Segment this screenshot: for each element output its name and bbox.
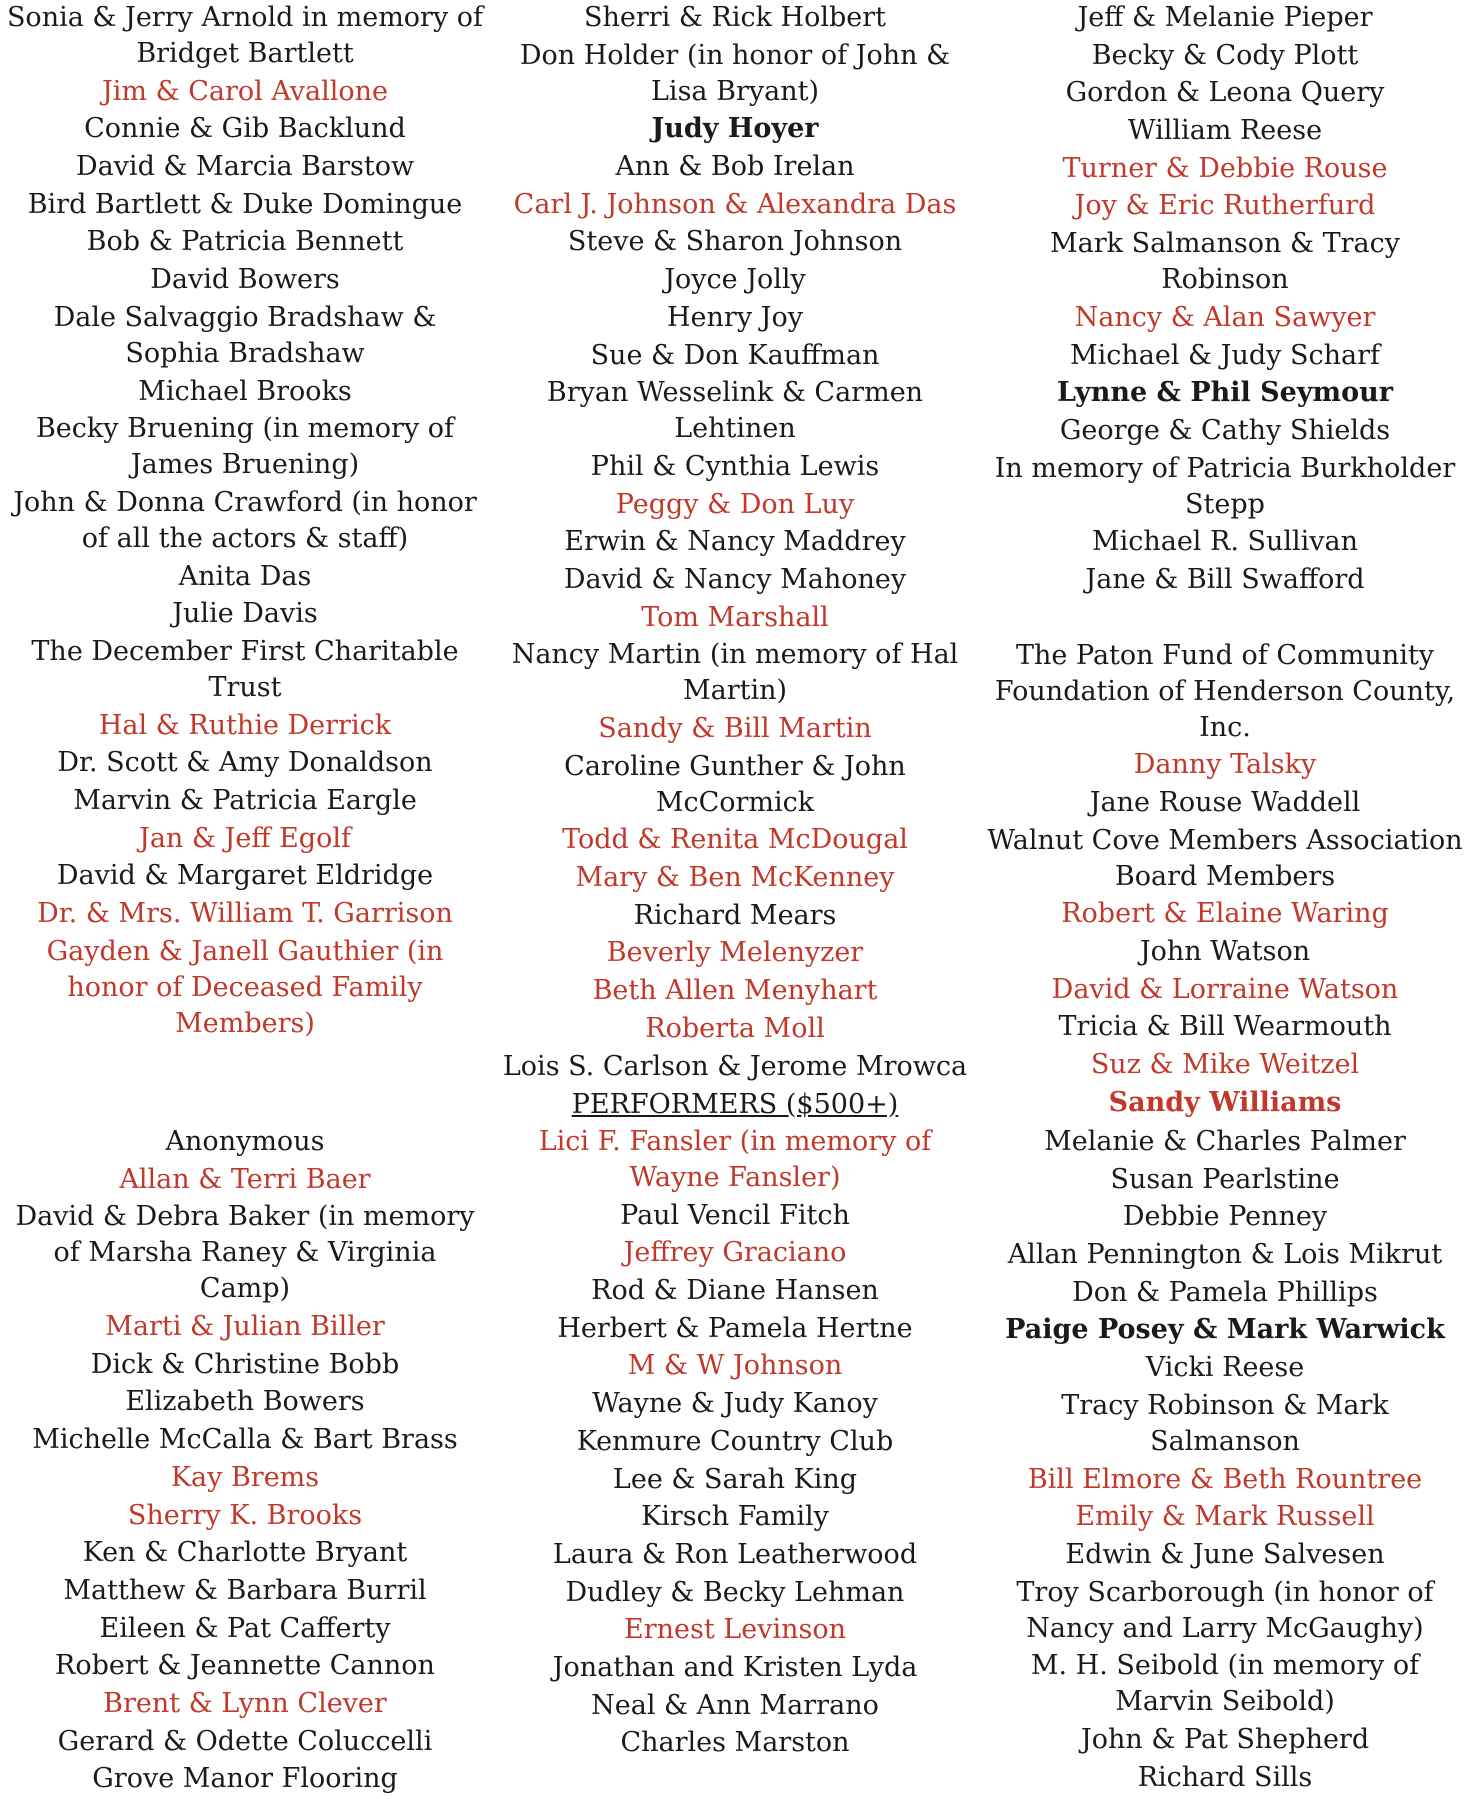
donor-name: Allan & Terri Baer [119, 1163, 371, 1195]
donor-name: Marti & Julian Biller [105, 1311, 385, 1343]
donor-name: Richard Sills [1137, 1761, 1313, 1793]
donor-name: Herbert & Pamela Hertne [557, 1312, 913, 1344]
donor-column-1 [0, 0, 490, 1123]
donor-name: Paige Posey & Mark Warwick [1005, 1314, 1445, 1346]
donor-name: Anita Das [178, 560, 312, 592]
donor-name: Brent & Lynn Clever [103, 1687, 387, 1719]
donor-name: Bryan Wesselink & Carmen Lehtinen [546, 377, 924, 445]
donor-name: Kay Brems [170, 1461, 320, 1493]
donor-name: Michael & Judy Scharf [1069, 339, 1381, 371]
donor-name: Sonia & Jerry Arnold in memory of Bridget Bartlett [6, 2, 484, 69]
donor-name: Neal & Ann Marrano [591, 1689, 879, 1721]
donor-name: Mary & Ben McKenney [575, 862, 895, 894]
donor-name: Jonathan and Kristen Lyda [552, 1651, 918, 1683]
donor-name: Sue & Don Kauffman [590, 339, 880, 371]
donor-name: Bill Elmore & Beth Rountree [1027, 1463, 1423, 1495]
donor-name: Jane & Bill Swafford [1085, 563, 1365, 595]
donor-name: Susan Pearlstine [1110, 1163, 1340, 1195]
donor-name: Joyce Jolly [664, 264, 806, 296]
donor-name: David & Nancy Mahoney [563, 563, 907, 595]
donor-name: David Bowers [150, 264, 340, 296]
donor-name: David & Marcia Barstow [75, 151, 415, 183]
donor-name: Richard Mears [633, 899, 837, 931]
donor-name: Sandy Williams [1108, 1086, 1342, 1118]
performers-column-3 [980, 1088, 1470, 1799]
donor-name: In memory of Patricia Burkholder Stepp [994, 452, 1456, 520]
donor-name: Dr. & Mrs. William T. Garrison [37, 898, 453, 930]
donor-column-3 [980, 0, 1470, 1123]
donor-name: Lici F. Fansler (in memory of Wayne Fansler) [538, 1126, 932, 1193]
donor-name: Melanie & Charles Palmer [1044, 1126, 1406, 1157]
donor-name: John Watson [1139, 936, 1311, 968]
donor-name: Caroline Gunther & John McCormick [564, 750, 906, 818]
donor-name: Lois S. Carlson & Jerome Mrowca [502, 1050, 968, 1082]
donor-name: Jim & Carol Avallone [101, 75, 389, 107]
donor-name: Peggy & Don Luy [615, 488, 855, 520]
donor-name: Anonymous [165, 1126, 325, 1157]
donor-name: Roberta Moll [645, 1012, 825, 1044]
donor-name: David & Lorraine Watson [1051, 973, 1399, 1005]
donor-name: Allan Pennington & Lois Mikrut [1007, 1239, 1443, 1271]
donor-name: Ken & Charlotte Bryant [82, 1537, 408, 1569]
donor-name: Becky Bruening (in memory of James Bruening) [35, 413, 455, 481]
donor-name: Marvin & Patricia Eargle [73, 785, 417, 816]
donor-name: Sherri & Rick Holbert [584, 2, 886, 33]
section-heading-performers: PERFORMERS ($500+) [571, 1089, 899, 1120]
donor-name: Sandy & Bill Martin [598, 713, 872, 744]
donor-name: Michael Brooks [138, 375, 352, 407]
donor-name: Michelle McCalla & Bart Brass [32, 1424, 458, 1456]
donor-name: Lynne & Phil Seymour [1057, 377, 1393, 409]
donor-name: Jeff & Melanie Pieper [1077, 2, 1373, 33]
donor-name: Erwin & Nancy Maddrey [564, 526, 906, 558]
donor-name: Grove Manor Flooring [92, 1763, 398, 1795]
donor-name: Julie Davis [172, 598, 318, 630]
donor-name: Sherry K. Brooks [127, 1499, 363, 1531]
donor-name: Eileen & Pat Cafferty [99, 1612, 391, 1644]
donor-name: Lee & Sarah King [612, 1463, 858, 1495]
donor-name: Don Holder (in honor of John & Lisa Bryant) [519, 39, 951, 107]
donor-name: Emily & Mark Russell [1075, 1501, 1375, 1533]
donor-name: Suz & Mike Weitzel [1090, 1049, 1360, 1081]
donor-name: Gerard & Odette Coluccelli [57, 1725, 433, 1757]
donor-name: Turner & Debbie Rouse [1062, 152, 1388, 184]
donor-name: Gordon & Leona Query [1065, 77, 1385, 109]
donor-name: David & Debra Baker (in memory of Marsha Raney & Virginia Camp) [15, 1201, 475, 1305]
donor-column-2 [490, 0, 980, 1123]
donor-name: Dudley & Becky Lehman [565, 1576, 905, 1608]
donor-name: Robert & Jeannette Cannon [55, 1650, 435, 1682]
donor-name: Hal & Ruthie Derrick [98, 709, 392, 741]
donor-name: Beverly Melenyzer [606, 937, 864, 969]
donor-name: Joy & Eric Rutherfurd [1074, 190, 1376, 222]
donor-name: Debbie Penney [1122, 1201, 1328, 1233]
donor-name: Dr. Scott & Amy Donaldson [57, 747, 433, 779]
donor-name: Jeffrey Graciano [623, 1237, 847, 1269]
donor-name: Dick & Christine Bobb [90, 1348, 400, 1380]
donor-name: Vicki Reese [1145, 1352, 1305, 1384]
donor-name: Edwin & June Salvesen [1065, 1538, 1385, 1570]
donor-name: Jane Rouse Waddell [1089, 787, 1361, 818]
donor-name: Tricia & Bill Wearmouth [1058, 1011, 1392, 1043]
donor-name: Robert & Elaine Waring [1061, 898, 1389, 930]
donor-name: Becky & Cody Plott [1091, 39, 1359, 71]
donor-name: Kirsch Family [641, 1501, 829, 1533]
donor-name: Connie & Gib Backlund [84, 113, 406, 145]
donor-name: Elizabeth Bowers [125, 1386, 365, 1418]
donor-name: William Reese [1127, 115, 1323, 147]
donor-name: Danny Talsky [1133, 749, 1317, 781]
donor-name: Don & Pamela Phillips [1072, 1276, 1378, 1308]
donor-name: Mark Salmanson & Tracy Robinson [1050, 228, 1400, 296]
donor-name: Michael R. Sullivan [1091, 526, 1359, 558]
donor-name: Tracy Robinson & Mark Salmanson [1061, 1389, 1389, 1457]
donor-name: Phil & Cynthia Lewis [590, 450, 880, 482]
donor-name: Bird Bartlett & Duke Domingue [27, 188, 463, 220]
donor-name: Ann & Bob Irelan [615, 151, 855, 183]
donor-name: John & Donna Crawford (in honor of all the actors & staff) [13, 486, 477, 554]
donor-name: Gayden & Janell Gauthier (in honor of Deceased Family Members) [46, 935, 444, 1039]
donor-name: Walnut Cove Members Association Board Members [987, 824, 1463, 892]
donor-name: Ernest Levinson [624, 1614, 846, 1646]
performers-column-1 [0, 1088, 490, 1799]
donor-name: The Paton Fund of Community Foundation of Henderson County, Inc. [994, 639, 1456, 743]
donor-name: Henry Joy [667, 301, 803, 333]
donor-name: David & Margaret Eldridge [56, 860, 434, 892]
donor-list-performers [0, 1088, 1470, 1799]
donor-name: M. H. Seibold (in memory of Marvin Seibold) [1030, 1650, 1420, 1718]
donor-name: Jan & Jeff Egolf [139, 822, 351, 854]
donor-name: John & Pat Shepherd [1080, 1723, 1370, 1755]
donor-name: Kenmure Country Club [576, 1425, 894, 1457]
donor-name: George & Cathy Shields [1059, 414, 1391, 446]
donor-name: Bob & Patricia Bennett [86, 226, 404, 258]
donor-name: Todd & Renita McDougal [562, 824, 908, 856]
donor-name: Judy Hoyer [651, 113, 819, 145]
donor-name: Paul Vencil Fitch [620, 1199, 850, 1231]
donor-name: Laura & Ron Leatherwood [552, 1538, 918, 1570]
donor-name: Beth Allen Menyhart [592, 975, 878, 1007]
donor-column-3-part-b [980, 638, 1470, 1123]
donor-name: Matthew & Barbara Burril [63, 1574, 427, 1606]
donor-name: Nancy Martin (in memory of Hal Martin) [511, 639, 959, 707]
donor-name: The December First Charitable Trust [31, 635, 459, 703]
donor-name: Tom Marshall [641, 601, 829, 633]
donor-name: Dale Salvaggio Bradshaw & Sophia Bradshaw [53, 301, 437, 369]
donor-column-3-part-a [980, 0, 1470, 600]
donor-name: Wayne & Judy Kanoy [592, 1388, 878, 1420]
donor-name: Charles Marston [620, 1727, 850, 1759]
performers-column-2 [490, 1088, 980, 1799]
donor-name: Carl J. Johnson & Alexandra Das [513, 188, 957, 220]
donor-name: Rod & Diane Hansen [591, 1275, 879, 1307]
donor-name: Troy Scarborough (in honor of Nancy and Larry McGaughy) [1016, 1576, 1434, 1644]
donor-name: M & W Johnson [627, 1350, 843, 1382]
donor-name: Steve & Sharon Johnson [567, 226, 903, 258]
donor-name: Nancy & Alan Sawyer [1074, 301, 1376, 333]
